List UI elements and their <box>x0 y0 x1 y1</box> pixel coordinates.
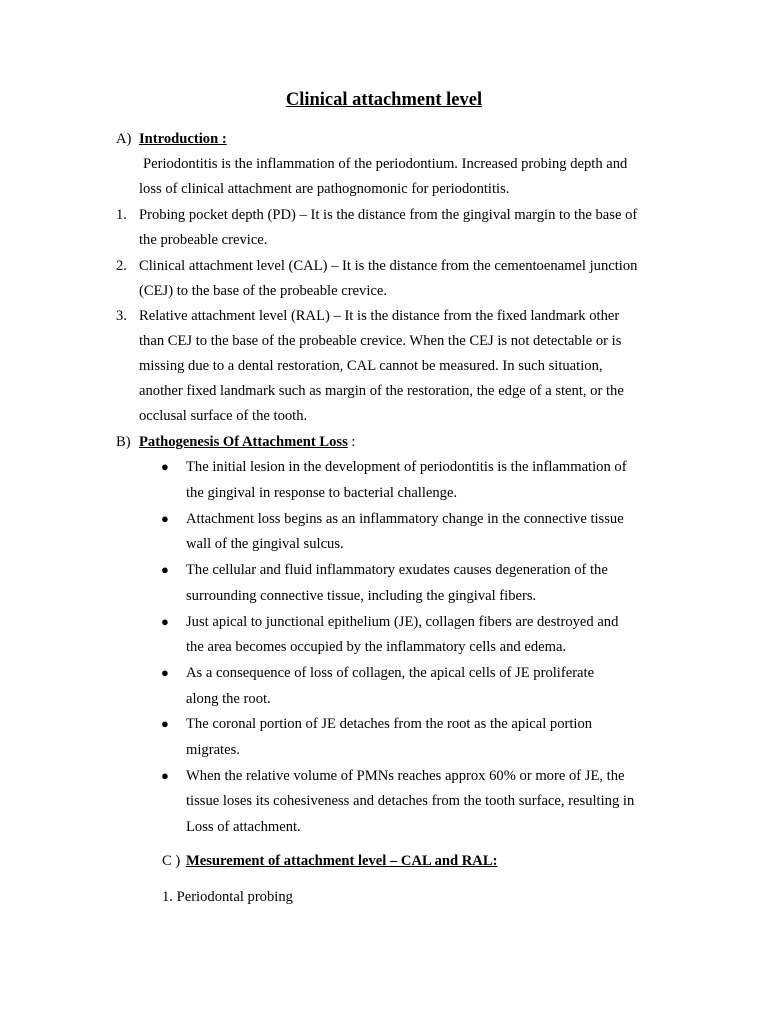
section-c-marker: C ) <box>162 853 181 869</box>
section-a-marker: A) <box>116 131 132 147</box>
numbered-line: (CEJ) to the base of the probeable crevice. <box>139 283 387 299</box>
section-b-marker: B) <box>116 434 131 450</box>
bullet-dot: ● <box>161 768 169 783</box>
bullet-line: Loss of attachment. <box>186 819 301 835</box>
bullet-dot: ● <box>161 459 169 474</box>
bullet-dot: ● <box>161 511 169 526</box>
section-b-suffix: : <box>347 434 356 450</box>
bullet-dot: ● <box>161 562 169 577</box>
intro-line: loss of clinical attachment are pathognomonic for periodontitis. <box>139 181 510 197</box>
bullet-line: The coronal portion of JE detaches from the root as the apical portion <box>186 716 593 732</box>
section-b-heading-line <box>139 432 355 452</box>
numbered-line: occlusal surface of the tooth. <box>139 408 308 424</box>
numbered-line: another fixed landmark such as margin of the restoration, the edge of a stent, or the <box>139 383 624 399</box>
numbered-line: Relative attachment level (RAL) – It is the distance from the fixed landmark other <box>139 308 620 324</box>
bullet-line: When the relative volume of PMNs reaches approx 60% or more of JE, the <box>186 768 625 784</box>
page-title: Clinical attachment level <box>285 90 483 110</box>
numbered-line: Clinical attachment level (CAL) – It is the distance from the cementoenamel junction <box>139 258 638 274</box>
bullet-line: The initial lesion in the development of periodontitis is the inflammation of <box>186 459 627 475</box>
bullet-line: surrounding connective tissue, including the gingival fibers. <box>186 588 537 604</box>
bullet-line: tissue loses its cohesiveness and detaches from the tooth surface, resulting in <box>186 793 635 809</box>
bullet-line: The cellular and fluid inflammatory exudates causes degeneration of the <box>186 562 608 578</box>
bullet-dot: ● <box>161 716 169 731</box>
bullet-line: migrates. <box>186 742 240 758</box>
numbered-line: Probing pocket depth (PD) – It is the distance from the gingival margin to the base of <box>139 207 638 223</box>
bullet-dot: ● <box>161 614 169 629</box>
bullet-line: Attachment loss begins as an inflammatory change in the connective tissue <box>186 511 624 527</box>
numbered-marker: 3. <box>116 308 127 324</box>
bullet-line: the area becomes occupied by the inflammatory cells and edema. <box>186 639 567 655</box>
bullet-line: wall of the gingival sulcus. <box>186 536 344 552</box>
numbered-line: than CEJ to the base of the probeable crevice. When the CEJ is not detectable or is <box>139 333 622 349</box>
section-c-heading: Mesurement of attachment level – CAL and RAL: <box>186 853 498 869</box>
bullet-line: the gingival in response to bacterial challenge. <box>186 485 458 501</box>
section-a-heading: Introduction : <box>139 131 227 147</box>
intro-line: Periodontitis is the inflammation of the periodontium. Increased probing depth and <box>143 156 628 172</box>
numbered-line: missing due to a dental restoration, CAL cannot be measured. In such situation, <box>139 358 603 374</box>
bullet-line: As a consequence of loss of collagen, the apical cells of JE proliferate <box>186 665 595 681</box>
numbered-marker: 1. <box>116 207 127 223</box>
numbered-marker: 2. <box>116 258 127 274</box>
bullet-dot: ● <box>161 665 169 680</box>
bullet-line: along the root. <box>186 691 271 707</box>
sub-item: 1. Periodontal probing <box>162 889 293 905</box>
bullet-line: Just apical to junctional epithelium (JE), collagen fibers are destroyed and <box>186 614 619 630</box>
numbered-line: the probeable crevice. <box>139 232 268 248</box>
section-b-heading: Pathogenesis Of Attachment Loss <box>139 434 348 450</box>
